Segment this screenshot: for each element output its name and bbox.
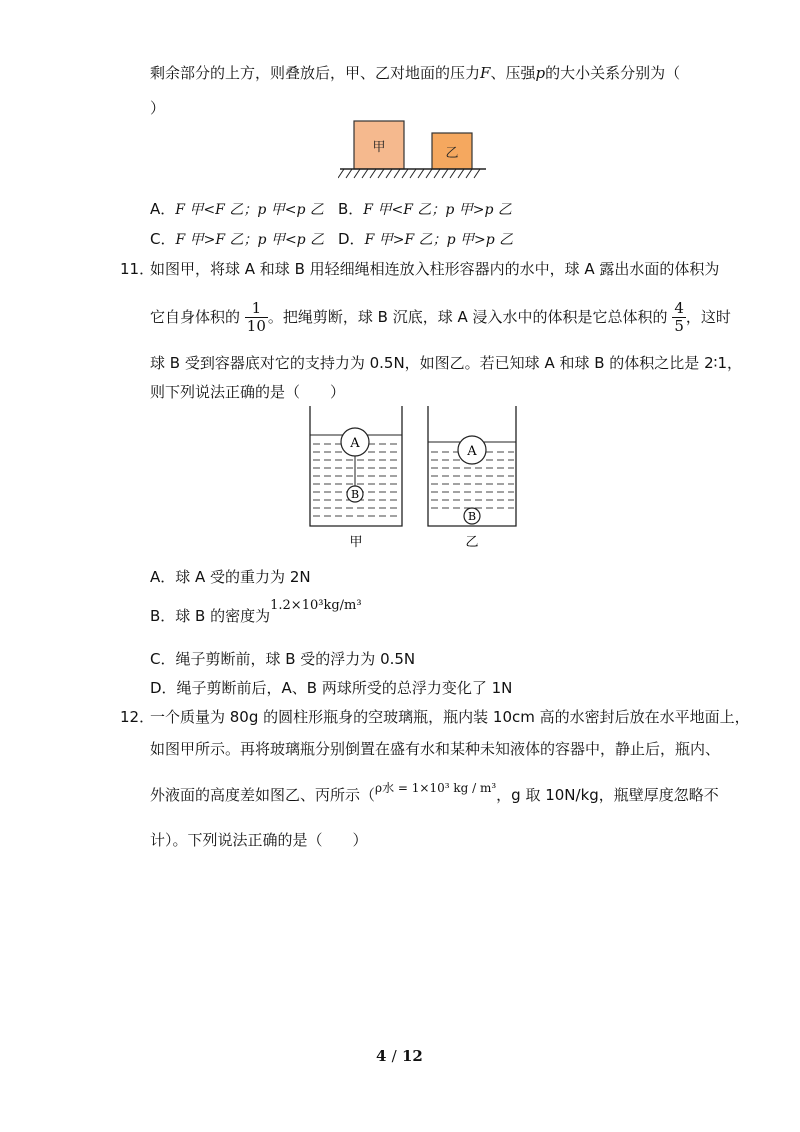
q11-stem-line3: 球 B 受到容器底对它的支持力为 0.5N，如图乙。若已知球 A 和球 B 的体积之比是 2∶1，	[150, 354, 743, 372]
q10-figure-blocks	[338, 118, 488, 184]
fig-label-jia: 甲	[349, 535, 363, 550]
q11-stem-line2-c: ，这时	[685, 308, 731, 326]
frac1-denominator: 10	[246, 317, 266, 335]
container-yi	[428, 406, 516, 526]
page-number	[376, 1047, 423, 1065]
q10-option-a	[150, 198, 324, 219]
q10-option-b-letter: B．	[338, 200, 364, 218]
q10-stem-line2: ）	[150, 99, 166, 117]
q10-option-c	[150, 228, 324, 249]
ball-a-yi-label: A	[467, 444, 477, 459]
q10-stem-line1	[150, 62, 680, 83]
q11-option-d: D．绳子剪断前后，A、B 两球所受的总浮力变化了 1N	[150, 679, 513, 697]
q10-stem-text-b: 、压强	[490, 64, 536, 82]
q10-option-d	[338, 228, 513, 249]
q11-option-b	[150, 598, 362, 626]
q10-symbol-p: p	[535, 64, 546, 82]
q12-stem-line3-a: 外液面的高度差如图乙、丙所示（	[150, 786, 376, 804]
container-jia	[310, 406, 402, 526]
q12-number: 12．	[120, 708, 155, 726]
q11-option-a: A．球 A 受的重力为 2N	[150, 568, 311, 586]
page-total: 12	[401, 1047, 423, 1065]
q12-stem-line4: 计）。下列说法正确的是（ ）	[150, 831, 368, 849]
block-yi-label: 乙	[445, 146, 459, 161]
q10-stem-text-c: 的大小关系分别为（	[545, 64, 681, 82]
frac2-denominator: 5	[674, 317, 684, 335]
q10-option-d-letter: D．	[338, 230, 365, 248]
q12-stem-line3-b: ，g 取 10N/kg，瓶壁厚度忽略不	[496, 786, 719, 804]
q10-option-a-text: F 甲<F 乙；p 甲<p 乙	[175, 202, 324, 218]
frac2-numerator: 4	[674, 299, 684, 317]
ball-b-jia-label: B	[350, 488, 360, 501]
q12-stem-line1: 一个质量为 80g 的圆柱形瓶身的空玻璃瓶，瓶内装 10cm 高的水密封后放在水平地面上，	[150, 708, 750, 726]
q11-stem-line2-a: 它自身体积的	[150, 308, 241, 326]
q11-fraction-one-tenth	[245, 300, 268, 335]
q11-option-b-text: B．球 B 的密度为	[150, 607, 271, 625]
q11-stem-line4: 则下列说法正确的是（ ）	[150, 383, 346, 401]
q12-stem-line3	[150, 781, 719, 805]
q10-option-b	[338, 198, 512, 219]
q11-option-c: C．绳子剪断前，球 B 受的浮力为 0.5N	[150, 650, 416, 668]
q11-option-b-formula: 1.2×10³kg/m³	[270, 598, 362, 613]
q11-fraction-four-fifths	[672, 300, 686, 335]
q10-symbol-F: F	[480, 64, 491, 82]
fig-label-yi: 乙	[465, 535, 479, 550]
q12-density-formula: ρ水 = 1×10³ kg / m³	[375, 781, 497, 795]
ground-hatch	[338, 169, 480, 178]
q11-stem-line2	[150, 300, 731, 335]
q10-option-a-letter: A．	[150, 200, 176, 218]
ball-b-yi-label: B	[467, 510, 477, 523]
q12-stem-line2: 如图甲所示。再将玻璃瓶分别倒置在盛有水和某种未知液体的容器中，静止后，瓶内、	[150, 740, 721, 758]
page-current: 4	[376, 1047, 387, 1065]
page-separator: /	[391, 1047, 397, 1065]
q10-option-c-text: F 甲>F 乙；p 甲<p 乙	[175, 232, 325, 248]
q10-option-d-text: F 甲>F 乙；p 甲>p 乙	[364, 232, 514, 248]
q11-number: 11．	[120, 260, 155, 278]
block-jia-label: 甲	[372, 140, 386, 155]
q11-stem-line2-b: 。把绳剪断，球 B 沉底，球 A 浸入水中的体积是它总体积的	[267, 308, 668, 326]
q10-stem-text: 剩余部分的上方，则叠放后，甲、乙对地面的压力	[150, 64, 481, 82]
q11-stem-line1: 如图甲，将球 A 和球 B 用轻细绳相连放入柱形容器内的水中，球 A 露出水面的体积为	[150, 260, 720, 278]
frac1-numerator: 1	[245, 300, 268, 318]
q10-option-b-text: F 甲<F 乙；p 甲>p 乙	[363, 202, 512, 218]
q11-figure-containers	[300, 404, 530, 554]
q10-option-c-letter: C．	[150, 230, 176, 248]
ball-a-jia-label: A	[350, 436, 360, 451]
